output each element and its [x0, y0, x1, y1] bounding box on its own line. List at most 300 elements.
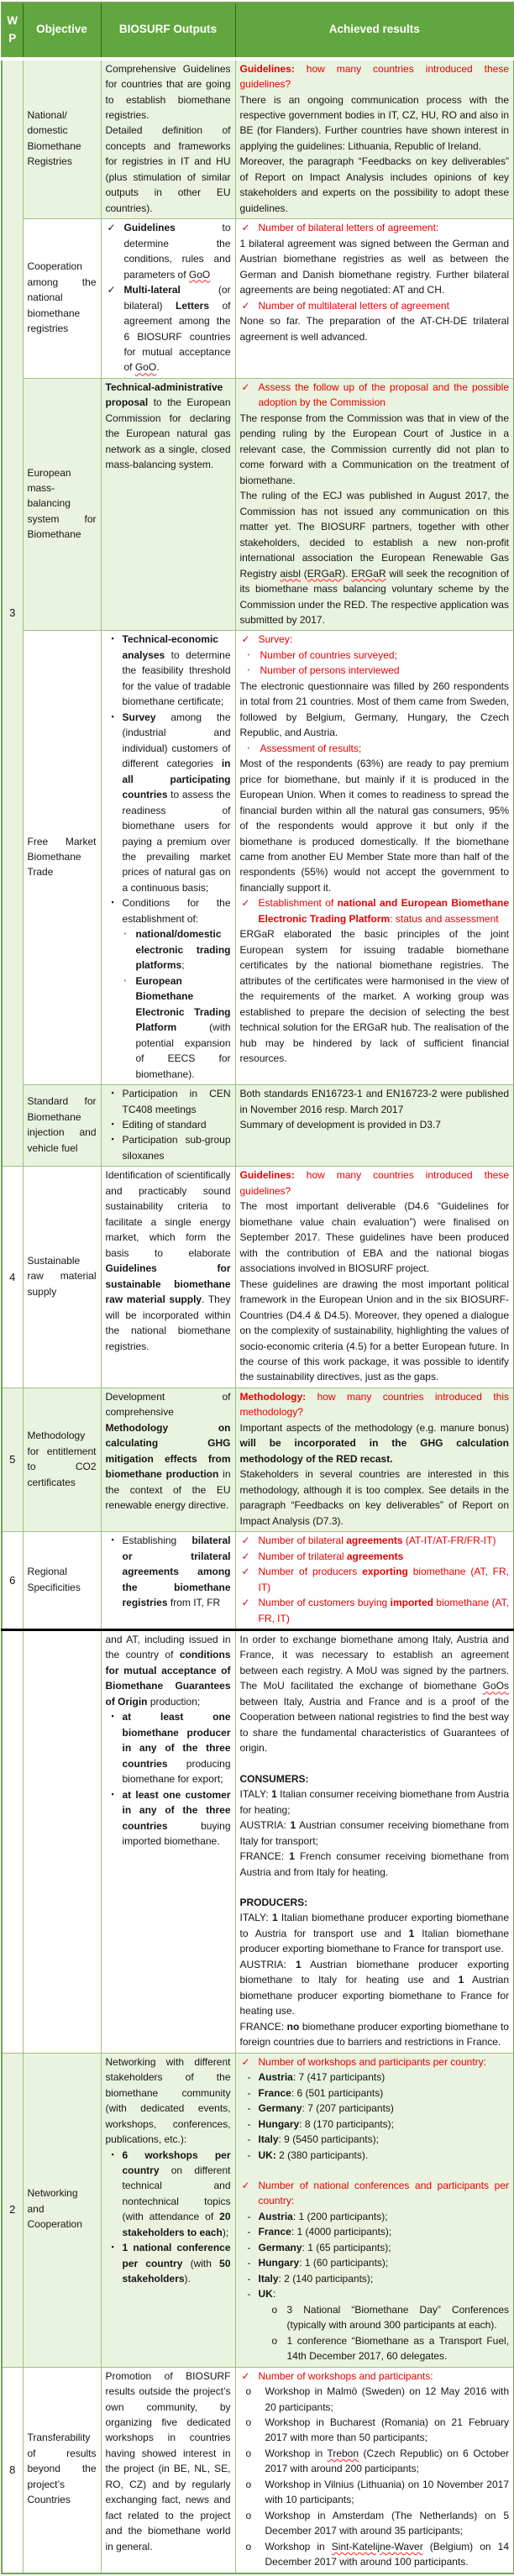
table-row [2, 1629, 514, 2053]
dash-icon: - [247, 2226, 251, 2238]
paragraph [240, 741, 510, 756]
paragraph [240, 756, 510, 895]
text-run: (AT-IT/AT-FR/FR-IT) [402, 1535, 496, 1547]
text-run: Number of workshops and participants per country: [258, 2055, 486, 2068]
paragraph [106, 973, 231, 1082]
table-row [2, 631, 514, 1085]
text-run: how many countries introduced these guidelines? [239, 1169, 509, 1197]
text-content [240, 1773, 309, 1785]
text-run: FRANCE: [239, 1850, 290, 1863]
text-content [259, 2149, 369, 2161]
paragraph [106, 1132, 231, 1163]
text-content [123, 1789, 231, 1847]
paragraph [240, 1595, 510, 1626]
square-bullet-icon: ▪ [247, 650, 250, 658]
paragraph [240, 1895, 510, 1910]
bullet-icon: ▪ [111, 1135, 114, 1144]
text-run: Guidelines: [239, 62, 295, 75]
achieved-results-cell [235, 59, 514, 219]
objective-cell: European mass-balancing system for Biomethane [23, 378, 101, 631]
dash-icon: - [247, 2086, 251, 2099]
paragraph [106, 1709, 231, 1786]
biosurf-outputs-cell [101, 631, 235, 1085]
paragraph [240, 220, 510, 235]
text-run: Participation sub-group siloxanes [122, 1134, 231, 1162]
text-run: and AT, including issued in the country of [105, 1633, 231, 1661]
dash-icon: - [247, 2241, 251, 2253]
wp-cell: 4 [2, 1167, 23, 1388]
wp-cell: 5 [2, 1388, 23, 1531]
achieved-results-cell [235, 631, 514, 1085]
text-run: ERGaR [307, 567, 343, 580]
text-run: Italian biomethane producer exporting biomethane to Austria for transport use and [239, 1912, 509, 1939]
text-run: (with [182, 2257, 220, 2269]
text-run: Guidelines for sustainable biomethane raw material supply [105, 1262, 231, 1306]
text-content [240, 315, 510, 342]
bullet-icon: ▪ [111, 898, 114, 907]
achieved-results-cell [235, 1629, 514, 2053]
paragraph [240, 895, 510, 926]
objective-cell: Sustainable raw material supply [23, 1167, 101, 1388]
bullet-icon: ▪ [111, 1119, 114, 1128]
objective-cell: National/ domestic Biomethane Registries [23, 59, 101, 219]
text-content [123, 711, 231, 894]
text-run: 1 national conference per country [122, 2242, 231, 2269]
paragraph [106, 2369, 231, 2555]
text-run: to determine the conditions, rules and parameters of [123, 222, 231, 281]
paragraph [240, 2054, 510, 2070]
text-run: 50 stakeholders [122, 2257, 231, 2285]
text-run: Number of trilateral [258, 1550, 347, 1562]
checkmark-icon: ✓ [241, 299, 250, 312]
text-run: aisbl [280, 567, 301, 580]
paragraph [240, 632, 510, 647]
text-run: European Biomethane Electronic Trading Platform [135, 974, 231, 1034]
text-run: : 7 (207 participants) [302, 2102, 394, 2115]
text-run: AUSTRIA: [239, 1819, 291, 1832]
text-content [124, 284, 231, 373]
text-run: Germany [258, 2241, 302, 2253]
text-run: Assess the follow up of the proposal and the possible adoption by the Commission [258, 380, 509, 409]
paragraph [240, 1849, 510, 1880]
text-run: producing biomethane for export; [122, 1757, 231, 1786]
text-content [259, 1535, 496, 1546]
bullet-icon: ▪ [111, 634, 114, 643]
text-run: : 6 (501 participants) [291, 2086, 384, 2099]
text-content [265, 2416, 510, 2443]
paragraph [106, 1167, 231, 1354]
wp-cell [2, 1629, 23, 2053]
text-content [240, 63, 510, 90]
text-content [240, 238, 510, 296]
text-run: The most important deliverable (D4.6 “Guidelines for biomethane value chain evaluation”) were finalised on September 2017. These guidelines have been produced with the contribution of EBA and the national biogas associations involved in BIOSURF project. [239, 1200, 509, 1275]
text-content [240, 2021, 509, 2048]
text-content [259, 381, 510, 408]
text-run: Most of the respondents (63%) are ready to pay premium price for biomethane, but mainly if it is produced in the European Union. When it comes to readiness to spread the financial burden within all the natural gas consumers, 95% of the respondents would approve it but only if the biomethane is produced domestically. If the biomethane came from another EU Member State more than half of the respondents (55%) would not accept the government to financially support it. [239, 758, 509, 894]
text-run: will seek the recognition of its biomethane mass balancing voluntary scheme by the Commission under the RED. The respective application was submitted by 2017. [239, 567, 509, 626]
wp-cell: 3 [2, 59, 23, 1167]
paragraph [240, 1277, 510, 1385]
text-run: Austria [258, 2210, 293, 2222]
achieved-results-cell [235, 1532, 514, 1630]
text-run: : 7 (417 participants) [292, 2071, 386, 2084]
text-run: 1 [290, 1819, 296, 1832]
biosurf-outputs-cell [101, 378, 235, 631]
paragraph [106, 2240, 231, 2286]
text-content [240, 1119, 441, 1131]
table-row [2, 1085, 514, 1167]
text-run: FRANCE: [239, 2020, 287, 2033]
paragraph [106, 1086, 231, 1117]
text-run: France [258, 2086, 291, 2099]
o-bullet-icon: o [245, 2447, 252, 2459]
text-run: Establishing [122, 1535, 192, 1547]
text-run: Number of multilateral letters of agreement [258, 299, 449, 312]
bullet-icon: ▪ [111, 1712, 114, 1721]
text-run: Survey: [258, 633, 293, 646]
table-body [2, 59, 514, 2573]
paragraph [240, 2539, 510, 2570]
text-run: Workshop in Bucharest (Romania) on 21 February 2017 with more than 50 participants; [265, 2416, 509, 2444]
text-run: national and European Biomethane Electronic Trading Platform [258, 897, 510, 925]
text-run: ); [222, 2226, 229, 2238]
text-run: Italy [258, 2133, 279, 2146]
paragraph [240, 2117, 510, 2132]
biosurf-outputs-cell [101, 2053, 235, 2367]
text-run: 20 stakeholders to each [122, 2211, 231, 2238]
table-row [2, 1532, 514, 1630]
text-content [123, 1134, 231, 1161]
paragraph [240, 2240, 510, 2255]
biosurf-outputs-cell [101, 1388, 235, 1531]
text-content [265, 2479, 510, 2505]
text-run: ERGaR [351, 567, 386, 580]
text-run: (or bilateral) [123, 284, 231, 312]
text-content [123, 2149, 231, 2238]
text-run: . They will be incorporated within the national biomethane registries. [105, 1293, 231, 1352]
text-content [123, 633, 231, 707]
text-run: French consumer receiving biomethane from Austria and from Italy for heating. [239, 1850, 509, 1878]
checkmark-icon: ✓ [241, 1535, 250, 1547]
achieved-results-cell [235, 219, 514, 379]
text-content [259, 300, 449, 312]
text-content [265, 2447, 510, 2474]
paragraph [240, 2369, 510, 2384]
paragraph [106, 61, 231, 123]
text-run: : 9 (5450 participants); [278, 2133, 379, 2146]
checkmark-icon: ✓ [241, 1566, 250, 1578]
text-run: ERGaR elaborated the basic principles of the joint European system for issuing tradable biomethane certificates by the national biomethane registries. The attributes of the certificates were harmonised in the view of the requirements of the market. A working group was established to prepare the decision of selecting the best technical solution for the ERGaR hub. The realisation of the hub may be hindered by lack of sufficient financial resources. [239, 928, 509, 1065]
text-content [106, 2370, 231, 2552]
text-content [259, 2056, 486, 2068]
text-run: Establishment of [258, 897, 338, 910]
text-run: Editing of standard [122, 1118, 207, 1131]
paragraph [240, 411, 510, 488]
text-content [259, 222, 439, 233]
text-run: buying imported biomethane. [122, 1819, 231, 1848]
paragraph [240, 2333, 510, 2364]
text-content [240, 1788, 510, 1815]
paragraph [240, 1957, 510, 2019]
text-content [260, 742, 362, 754]
biosurf-outputs-cell [101, 219, 235, 379]
paragraph [240, 236, 510, 298]
text-content [123, 1535, 231, 1608]
achieved-results-cell [235, 1388, 514, 1531]
text-run: Workshop in Malmö (Sweden) on 12 May 2016 with 20 participants; [265, 2385, 509, 2413]
text-run: Number of bilateral letters of agreement: [258, 222, 439, 234]
paragraph [106, 380, 231, 473]
paragraph [240, 1086, 510, 1117]
paragraph [240, 1910, 510, 1956]
paragraph [240, 154, 510, 216]
text-content [259, 2180, 510, 2206]
text-run: : status and assessment [390, 912, 499, 925]
paragraph [106, 2148, 231, 2241]
paragraph [240, 2209, 510, 2224]
wp-cell: 8 [2, 2367, 23, 2573]
text-run: Guidelines [123, 222, 176, 234]
text-run: Survey [122, 711, 156, 723]
text-content [136, 975, 231, 1080]
text-content [259, 2071, 386, 2083]
text-run: Number of countries surveyed; [260, 648, 397, 661]
text-run: Stakeholders in several countries are interested in this methodology, although it is too complex. See details in the paragraph “Feedbacks on key deliverables” of Report on Impact Analysis (D7.3). [239, 1468, 509, 1527]
achieved-results-cell [235, 1167, 514, 1388]
text-content [106, 1169, 231, 1351]
biosurf-outputs-cell [101, 59, 235, 219]
text-run: of agreement among the 6 BIOSURF countries for mutual acceptance of [123, 299, 231, 374]
text-run: Comprehensive Guidelines for countries that are going to establish biomethane registries. [105, 62, 231, 121]
text-run: among the (industrial and individual) customers of different categories [122, 711, 231, 770]
text-run: Number of bilateral [258, 1535, 347, 1547]
text-run: 2 (380 participants). [275, 2148, 369, 2161]
bullet-icon: ▪ [111, 1535, 114, 1545]
blank-line [240, 2163, 510, 2178]
text-content [240, 1468, 510, 1526]
text-content [240, 490, 510, 626]
text-content [240, 1912, 510, 1954]
text-content [240, 155, 510, 213]
text-run: Methodology: [239, 1390, 307, 1403]
paragraph [240, 2508, 510, 2539]
text-content [240, 1959, 510, 2017]
text-run: 1 [458, 1974, 464, 1986]
text-run: 1 [289, 1850, 295, 1863]
text-run: Conditions for the establishment of: [122, 897, 231, 925]
text-run: France [258, 2226, 291, 2238]
objective-cell: Cooperation among the national biomethane registries [23, 219, 101, 379]
paragraph [240, 2085, 510, 2101]
text-run: In order to exchange biomethane among Italy, Austria and France, it was necessary to establish an agreement between each registry. A MoU was signed by the partners. The MoU facilitated the exchange of biomethane [239, 1633, 509, 1692]
text-content [240, 1819, 510, 1846]
text-content [259, 1566, 509, 1592]
text-run: Technical-administrative proposal [105, 380, 223, 409]
blank-line [240, 1756, 510, 1771]
paragraph [240, 2384, 510, 2415]
paragraph [240, 2286, 510, 2301]
paragraph [240, 298, 510, 313]
text-content [240, 1200, 510, 1274]
header-achieved-results: Achieved results [235, 3, 514, 59]
text-content [123, 1088, 231, 1115]
text-run: at least one customer in any of the three countries [122, 1788, 231, 1832]
text-run: Germany [258, 2102, 302, 2115]
o-bullet-icon: o [245, 2478, 252, 2490]
text-content [106, 1634, 231, 1708]
text-run: to determine the feasibility threshold for the value of tradable biomethane certificate; [122, 648, 231, 708]
objective-cell: Standard for Biomethane injection and vehicle fuel [23, 1085, 101, 1167]
text-run: Sint-Katelijne-Waver [331, 2540, 423, 2552]
checkmark-icon: ✓ [241, 2179, 250, 2191]
text-run: Both standards EN16723-1 and EN16723-2 were published in November 2016 resp. March 2017 [239, 1088, 509, 1115]
paragraph [240, 2019, 510, 2050]
text-run: The ruling of the ECJ was published in August 2017, the Commission has not issued any communication on this matter yet. The BIOSURF partners, together with other stakeholders, decided to establish a new non-profit international association the European Renewable Gas Registry [239, 490, 509, 580]
o-bullet-icon: o [271, 2303, 278, 2316]
text-run: Italian biomethane producer exporting biomethane to France for transport use. [239, 1927, 509, 1955]
dash-icon: - [247, 2288, 251, 2301]
header-biosurf-outputs: BIOSURF Outputs [101, 3, 235, 59]
text-run: between Italy, Austria and France and is a proof of the Cooperation between national registries to find the best way to share the fundamental characteristics of Guarantees of origin. [239, 1695, 509, 1755]
paragraph [240, 61, 510, 92]
paragraph [106, 1389, 231, 1514]
text-run: 1 [271, 1788, 277, 1801]
header-objective: Objective [23, 3, 101, 59]
paragraph [106, 926, 231, 973]
paragraph [106, 282, 231, 375]
bullet-icon: ▪ [111, 1089, 114, 1098]
text-run: biomethane (AT, FR, IT) [258, 1566, 509, 1593]
o-bullet-icon: o [245, 2509, 252, 2521]
paragraph [240, 1818, 510, 1849]
paragraph [240, 1389, 510, 1420]
text-run: Number of national conferences and participants per country: [258, 2179, 509, 2207]
bullet-icon: ▪ [111, 711, 114, 721]
text-content [240, 928, 510, 1064]
text-run: Austrian biomethane producer exporting biomethane to France for heating use. [239, 1974, 509, 2017]
text-run: Guidelines: [239, 1169, 295, 1182]
text-run: CONSUMERS: [239, 1772, 309, 1785]
objective-cell: Transferability of results beyond the project’s Countries [23, 2367, 101, 2573]
text-content [259, 897, 510, 924]
text-content [240, 1169, 510, 1196]
text-run: : 1 (4000 participants); [291, 2226, 392, 2238]
text-run: Austrian biomethane producer exporting biomethane to Italy for heating use and [239, 1958, 509, 1986]
text-run: 1 [295, 1958, 302, 1970]
dash-icon: - [247, 2117, 251, 2130]
text-run: Participation in CEN TC408 meetings [122, 1088, 231, 1115]
text-run: GoO [188, 268, 211, 281]
text-run: ITALY: [239, 1912, 272, 1924]
paragraph [106, 220, 231, 282]
text-content [259, 1550, 404, 1562]
text-content [259, 2257, 389, 2269]
paragraph [240, 2070, 510, 2085]
text-run: Number of customers buying [258, 1597, 391, 1609]
biosurf-outputs-cell [101, 1532, 235, 1630]
paragraph [106, 710, 231, 896]
text-content [259, 2226, 392, 2238]
paragraph [240, 2101, 510, 2116]
text-run: ). [342, 567, 352, 580]
square-bullet-icon: ▪ [247, 666, 250, 674]
text-content [259, 2087, 384, 2099]
paragraph [240, 1533, 510, 1548]
dash-icon: - [247, 2210, 251, 2222]
objective-cell: Regional Specificities [23, 1532, 101, 1630]
text-content [260, 649, 397, 661]
dash-icon: - [247, 2102, 251, 2115]
text-run: Italy [258, 2272, 279, 2285]
text-run: to assess the readiness of biomethane users for paying a premium over the prevailing market prices of natural gas on a continuous basis; [122, 789, 231, 894]
text-content [123, 2242, 231, 2285]
text-run: Workshop in Amsterdam (The Netherlands) on 5 December 2017 with around 35 participants; [265, 2509, 509, 2537]
text-run: None so far. The preparation of the AT-CH-DE trilateral agreement is well advanced. [239, 315, 509, 343]
text-run: Multi-lateral [123, 284, 181, 296]
text-content [124, 222, 231, 280]
text-run: imported [390, 1597, 433, 1609]
text-content [136, 928, 231, 971]
text-run: 6 workshops per country [122, 2148, 231, 2176]
text-run: 1 [271, 1912, 278, 1924]
dash-icon: - [247, 2148, 251, 2161]
text-run: bilateral or trilateral agreements among the biomethane registries [122, 1535, 231, 1609]
paragraph [240, 1564, 510, 1595]
text-run: : 2 (140 participants); [278, 2272, 374, 2285]
text-run: UK: [258, 2148, 276, 2161]
text-run: ). [184, 2273, 191, 2285]
table-header [2, 3, 514, 59]
text-run: Workshop in [265, 2447, 328, 2459]
checkmark-icon: ✓ [241, 897, 250, 910]
text-run: Letters [176, 299, 210, 312]
text-run: PRODUCERS: [239, 1897, 308, 1908]
dash-icon: - [247, 2071, 251, 2084]
text-run: 1 [408, 1927, 415, 1939]
text-run: There is an ongoing communication process with the respective government bodies in IT, CZ, HU, RO and also in BE (for Flanders). Further countries have shown interest in applying the guidelines: Lithuania, Republic of Ireland. [239, 93, 509, 152]
text-run: biomethane producer exporting biomethane to foreign countries due to barriers and restrictions in France. [239, 2020, 509, 2049]
text-content [240, 412, 510, 486]
paragraph [240, 1786, 510, 1818]
text-content [265, 2385, 510, 2412]
objective-cell: Methodology for entitlement to CO2 certificates [23, 1388, 101, 1531]
biosurf-outputs-cell [101, 1085, 235, 1167]
text-content [240, 758, 510, 894]
text-content [259, 2118, 394, 2130]
text-run: Technical-economic analyses [122, 633, 218, 661]
text-run: : 1 (60 participants); [299, 2257, 389, 2269]
text-run: Development of comprehensive [105, 1390, 231, 1419]
checkmark-icon: ✓ [241, 380, 250, 393]
text-run: production; [147, 1695, 201, 1708]
o-bullet-icon: o [245, 2540, 252, 2552]
table-row [2, 2053, 514, 2367]
paragraph [240, 926, 510, 1066]
text-content [259, 2370, 433, 2382]
paragraph [106, 1632, 231, 1709]
text-run: ; [181, 959, 185, 972]
text-run: Austria [258, 2071, 293, 2084]
text-content [287, 2304, 510, 2331]
biosurf-outputs-cell [101, 1629, 235, 2053]
text-content [240, 1897, 308, 1908]
text-run: Hungary [258, 2257, 300, 2269]
paragraph [240, 2477, 510, 2508]
dash-icon: - [247, 2133, 251, 2146]
text-content [260, 664, 400, 676]
text-run: ( [301, 567, 307, 580]
text-run: biomethane (AT, FR, IT) [258, 1597, 510, 1624]
